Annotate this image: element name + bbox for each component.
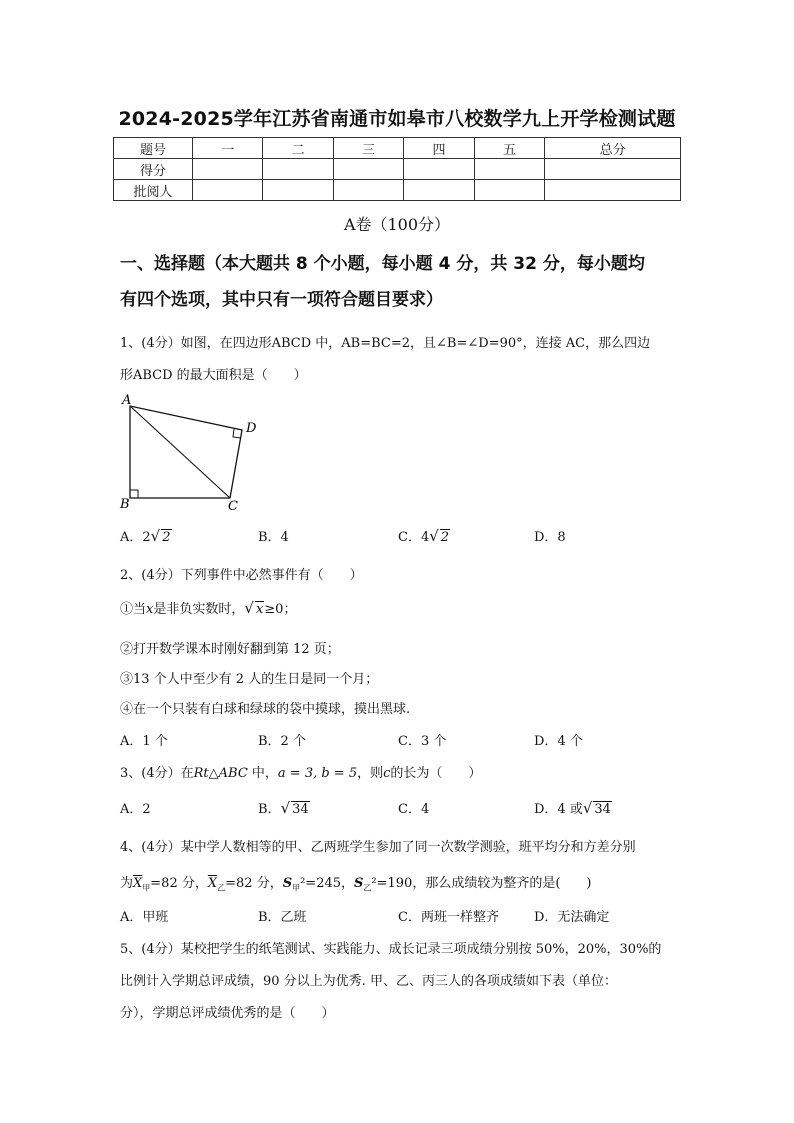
quadrilateral-abcd bbox=[130, 406, 242, 498]
q3-option-d bbox=[534, 798, 612, 817]
subscript: 乙 bbox=[217, 883, 226, 893]
table-cell bbox=[474, 159, 544, 180]
q1-option-c bbox=[398, 526, 450, 545]
sqrt-icon: √ bbox=[429, 527, 439, 545]
table-row bbox=[114, 138, 681, 159]
item-text: 是非负实数时， bbox=[153, 602, 245, 617]
q2-option-a: A．1 个 bbox=[120, 734, 168, 749]
q1-line2: 形ABCD 的最大面积是（ ） bbox=[120, 368, 307, 383]
stem-text: =82 分， bbox=[225, 876, 283, 891]
mean-symbol: $\overline{X}$ bbox=[133, 876, 143, 891]
q3-option-b bbox=[258, 798, 310, 817]
stem-text: 为 bbox=[120, 876, 134, 891]
radicand: 34 bbox=[594, 802, 611, 817]
part1-title-line1: 一、选择题（本大题共 8 个小题，每小题 4 分，共 32 分，每小题均 bbox=[120, 254, 645, 274]
exam-title: 2024-2025学年江苏省南通市如皋市八校数学九上开学检测试题 bbox=[118, 108, 676, 130]
q1-option-b: B．4 bbox=[258, 530, 289, 545]
q2-stem: 2、(4分）下列事件中必然事件有（ ） bbox=[120, 568, 363, 583]
sqrt-icon: √ bbox=[244, 599, 254, 617]
stem-text: ，则 bbox=[357, 766, 384, 781]
table-cell: 四 bbox=[404, 138, 474, 159]
item-text: ≥0； bbox=[264, 602, 297, 617]
stem-text: 的长为（ ） bbox=[390, 766, 482, 781]
right-angle-d bbox=[233, 429, 241, 438]
table-cell bbox=[193, 159, 263, 180]
q3-option-a: A．2 bbox=[120, 802, 151, 817]
subscript: 乙 bbox=[363, 883, 372, 893]
part1-title-line2: 有四个选项，其中只有一项符合题目要求） bbox=[120, 290, 443, 310]
diagonal-ac bbox=[130, 406, 230, 498]
variable: x bbox=[146, 602, 154, 617]
variance-symbol: S bbox=[354, 876, 364, 891]
triangle-name: Rt△ABC bbox=[193, 766, 248, 781]
item-text: ①当 bbox=[120, 602, 147, 617]
q3-stem bbox=[120, 762, 481, 781]
stem-text: 3、(4分）在 bbox=[120, 766, 194, 781]
right-angle-b bbox=[130, 490, 138, 498]
subscript: 甲 bbox=[292, 883, 301, 893]
score-table bbox=[113, 137, 681, 201]
table-cell bbox=[263, 159, 333, 180]
option-text: A．2 bbox=[120, 530, 151, 545]
q4-option-d: D．无法确定 bbox=[534, 910, 610, 925]
table-cell: 一 bbox=[193, 138, 263, 159]
table-cell: 三 bbox=[333, 138, 403, 159]
table-cell: 二 bbox=[263, 138, 333, 159]
option-text: C．4 bbox=[398, 530, 430, 545]
table-cell: 题号 bbox=[114, 138, 193, 159]
q5-line3: 分），学期总评成绩优秀的是（ ） bbox=[120, 1006, 335, 1021]
table-cell bbox=[333, 159, 403, 180]
table-cell bbox=[474, 180, 544, 201]
q5-line2: 比例计入学期总评成绩，90 分以上为优秀. 甲、乙、丙三人的各项成绩如下表（单位： bbox=[120, 974, 617, 989]
q1-figure bbox=[110, 390, 270, 515]
sqrt-icon: √ bbox=[280, 799, 291, 817]
stem-text: =82 分， bbox=[150, 876, 208, 891]
label-c: C bbox=[228, 499, 238, 514]
q2-item1 bbox=[120, 598, 296, 617]
sqrt-icon: √ bbox=[582, 799, 593, 817]
option-text: D．4 或 bbox=[534, 802, 583, 817]
q3-option-c: C．4 bbox=[398, 802, 430, 817]
table-cell: 得分 bbox=[114, 159, 193, 180]
q4-option-b: B．乙班 bbox=[258, 910, 307, 925]
section-a-heading: A卷（100分） bbox=[343, 215, 451, 234]
label-b: B bbox=[120, 497, 130, 512]
stem-text: ²=190，那么成绩较为整齐的是( ) bbox=[371, 876, 592, 891]
radicand: 2 bbox=[440, 530, 450, 545]
table-row bbox=[114, 159, 681, 180]
stem-text: ²=245， bbox=[300, 876, 355, 891]
q2-item3: ③13 个人中至少有 2 人的生日是同一个月； bbox=[120, 672, 379, 687]
part1-title bbox=[120, 246, 690, 318]
radicand: 34 bbox=[292, 802, 309, 817]
q4-option-a: A．甲班 bbox=[120, 910, 169, 925]
option-text: B． bbox=[258, 802, 281, 817]
variable: c bbox=[383, 766, 391, 781]
table-cell bbox=[404, 159, 474, 180]
table-cell bbox=[545, 159, 681, 180]
table-cell: 总分 bbox=[545, 138, 681, 159]
q4-line2 bbox=[120, 872, 591, 894]
q4-option-c: C．两班一样整齐 bbox=[398, 910, 499, 925]
given-values: a = 3, b = 5 bbox=[277, 766, 358, 781]
label-d: D bbox=[246, 421, 257, 436]
mean-symbol: $\overline{X}$ bbox=[207, 876, 218, 891]
q1-option-d: D．8 bbox=[534, 530, 566, 545]
table-cell: 批阅人 bbox=[114, 180, 193, 201]
table-cell bbox=[263, 180, 333, 201]
q1-option-a bbox=[120, 526, 172, 545]
table-cell bbox=[404, 180, 474, 201]
sqrt-icon: √ bbox=[150, 527, 161, 545]
table-row bbox=[114, 180, 681, 201]
table-cell bbox=[193, 180, 263, 201]
subscript: 甲 bbox=[142, 883, 151, 893]
q1-line1: 1、(4分）如图，在四边形ABCD 中，AB=BC=2，且∠B=∠D=90°，连接 AC，那么四边 bbox=[120, 336, 651, 351]
label-a: A bbox=[122, 393, 132, 408]
q5-line1: 5、(4分）某校把学生的纸笔测试、实践能力、成长记录三项成绩分别按 50%，20%，30%的 bbox=[120, 942, 662, 957]
q2-option-b: B．2 个 bbox=[258, 734, 306, 749]
radicand: x bbox=[255, 602, 264, 617]
table-cell bbox=[333, 180, 403, 201]
q2-option-c: C．3 个 bbox=[398, 734, 447, 749]
q2-item4: ④在一个只装有白球和绿球的袋中摸球，摸出黑球. bbox=[120, 702, 411, 717]
variance-symbol: S bbox=[282, 876, 293, 891]
radicand: 2 bbox=[162, 530, 171, 545]
table-cell bbox=[545, 180, 681, 201]
q2-item2: ②打开数学课本时刚好翻到第 12 页； bbox=[120, 642, 340, 657]
q4-line1: 4、(4分）某中学人数相等的甲、乙两班学生参加了同一次数学测验，班平均分和方差分别 bbox=[120, 840, 636, 855]
table-cell: 五 bbox=[474, 138, 544, 159]
q2-option-d: D．4 个 bbox=[534, 734, 583, 749]
stem-text: 中， bbox=[247, 766, 278, 781]
